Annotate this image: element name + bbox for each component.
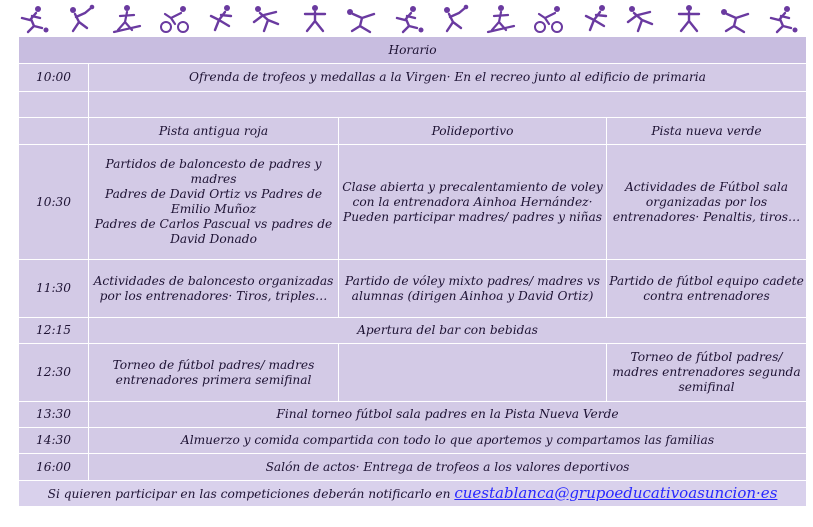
sports-banner	[10, 0, 805, 40]
event-cell: Ofrenda de trofeos y medallas a la Virgen· En el recreo junto al edificio de primaria	[89, 64, 807, 92]
title-row	[19, 37, 807, 64]
schedule-title: Horario	[19, 37, 807, 64]
spacer-row	[19, 92, 807, 118]
basketball-player-icon	[63, 4, 97, 34]
table-row	[19, 64, 807, 92]
event-cell: Partido de fútbol equipo cadete contra entrenadores	[607, 260, 807, 318]
karate-icon	[344, 4, 378, 34]
venue-header-polideportivo: Polideportivo	[339, 118, 607, 145]
event-cell: Apertura del bar con bebidas	[89, 318, 807, 344]
venue-header-row	[19, 118, 807, 145]
table-row	[19, 454, 807, 481]
cyclist-icon	[157, 4, 191, 34]
skier-icon	[110, 4, 144, 34]
dancer-icon	[297, 4, 331, 34]
event-cell: Actividades de baloncesto organizadas por los entrenadores· Tiros, triples…	[89, 260, 339, 318]
event-cell: Partidos de baloncesto de padres y madres Padres de David Ortiz vs Padres de Emilio Muñoz Padres de Carlos Pascual vs padres de David Donado	[89, 145, 339, 260]
cyclist-icon	[531, 4, 565, 34]
skier-icon	[484, 4, 518, 34]
event-cell: Actividades de Fútbol sala organizadas por los entrenadores· Penaltis, tiros…	[607, 145, 807, 260]
soccer-player-icon	[765, 4, 799, 34]
time-cell: 16:00	[19, 454, 89, 481]
soccer-player-icon	[578, 4, 612, 34]
table-row	[19, 344, 807, 402]
time-cell: 10:30	[19, 145, 89, 260]
event-cell	[339, 344, 607, 402]
soccer-player-icon	[203, 4, 237, 34]
time-cell: 13:30	[19, 402, 89, 428]
table-row	[19, 318, 807, 344]
time-cell: 12:15	[19, 318, 89, 344]
soccer-player-icon	[391, 4, 425, 34]
basketball-player-icon	[437, 4, 471, 34]
table-row	[19, 402, 807, 428]
dancer-icon	[671, 4, 705, 34]
event-cell: Clase abierta y precalentamiento de voley con la entrenadora Ainhoa Hernández· Pueden participar madres/ padres y niñas	[339, 145, 607, 260]
footer-cell	[19, 481, 807, 507]
runner-icon	[624, 4, 658, 34]
footer-text: Si quieren participar en las competiciones deberán notificarlo en	[47, 486, 455, 501]
time-cell: 10:00	[19, 64, 89, 92]
karate-icon	[718, 4, 752, 34]
event-cell: Torneo de fútbol padres/ madres entrenadores segunda semifinal	[607, 344, 807, 402]
footer-row	[19, 481, 807, 507]
schedule-table	[18, 36, 807, 507]
table-row	[19, 428, 807, 454]
runner-icon	[250, 4, 284, 34]
event-cell: Salón de actos· Entrega de trofeos a los valores deportivos	[89, 454, 807, 481]
event-cell: Partido de vóley mixto padres/ madres vs alumnas (dirigen Ainhoa y David Ortiz)	[339, 260, 607, 318]
event-cell: Almuerzo y comida compartida con todo lo que aportemos y compartamos las familias	[89, 428, 807, 454]
time-cell: 11:30	[19, 260, 89, 318]
table-row	[19, 145, 807, 260]
venue-header-pista-nueva: Pista nueva verde	[607, 118, 807, 145]
event-cell: Torneo de fútbol padres/ madres entrenadores primera semifinal	[89, 344, 339, 402]
soccer-player-icon	[16, 4, 50, 34]
email-link[interactable]: cuestablanca@grupoeducativoasuncion·es	[454, 483, 778, 502]
venue-header-pista-antigua: Pista antigua roja	[89, 118, 339, 145]
table-row	[19, 260, 807, 318]
time-cell: 14:30	[19, 428, 89, 454]
time-cell: 12:30	[19, 344, 89, 402]
event-cell: Final torneo fútbol sala padres en la Pista Nueva Verde	[89, 402, 807, 428]
